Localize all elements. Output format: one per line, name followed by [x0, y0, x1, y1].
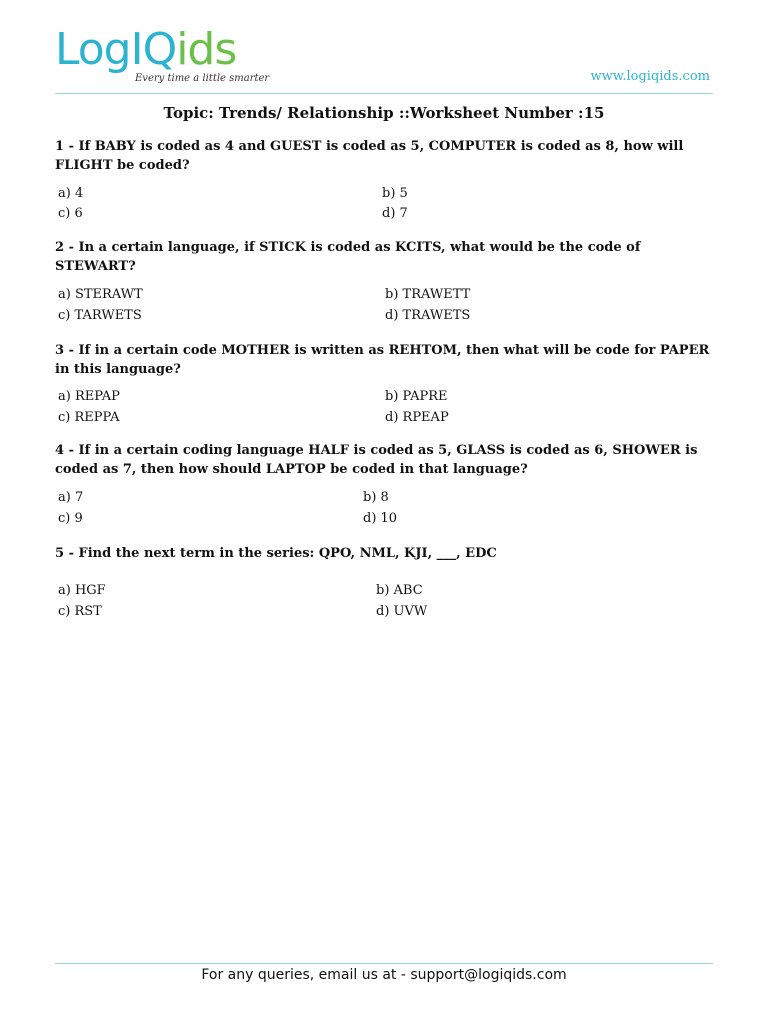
- logo-wordmark: [55, 24, 285, 75]
- q1-option-b: b) 5: [382, 186, 408, 201]
- q1-option-a: a) 4: [58, 186, 84, 201]
- q4-option-d: d) 10: [363, 511, 398, 526]
- question-2: 2 - In a certain language, if STICK is coded as KCITS, what would be the code of STEWART?: [55, 240, 641, 274]
- q2-option-b: b) TRAWETT: [385, 287, 471, 302]
- question-5: 5 - Find the next term in the series: QPO, NML, KJI, ___, EDC: [55, 546, 497, 561]
- q3-option-c: c) REPPA: [58, 410, 120, 425]
- q2-option-d: d) TRAWETS: [385, 308, 471, 323]
- q4-option-b: b) 8: [363, 490, 389, 505]
- logo-tagline: Every time a little smarter: [135, 73, 270, 84]
- q3-option-a: a) REPAP: [58, 389, 120, 404]
- q5-option-d: d) UVW: [376, 604, 428, 619]
- q1-option-d: d) 7: [382, 206, 408, 221]
- q4-option-a: a) 7: [58, 490, 84, 505]
- worksheet-title: Topic: Trends/ Relationship ::Worksheet Number :15: [163, 104, 605, 122]
- header-divider: [55, 93, 713, 94]
- footer-divider: [55, 963, 713, 964]
- website-link[interactable]: www.logiqids.com: [590, 69, 710, 84]
- q3-option-d: d) RPEAP: [385, 410, 449, 425]
- footer-contact: For any queries, email us at - support@logiqids.com: [201, 967, 567, 983]
- q2-option-c: c) TARWETS: [58, 308, 142, 323]
- q3-option-b: b) PAPRE: [385, 389, 448, 404]
- q4-option-c: c) 9: [58, 511, 83, 526]
- logo-part1: LogIQ: [55, 24, 177, 75]
- question-1: 1 - If BABY is coded as 4 and GUEST is coded as 5, COMPUTER is coded as 8, how will FLIGHT be coded?: [55, 139, 684, 173]
- q5-option-a: a) HGF: [58, 583, 106, 598]
- q2-option-a: a) STERAWT: [58, 287, 143, 302]
- question-3: 3 - If in a certain code MOTHER is written as REHTOM, then what will be code for PAPER in this language?: [55, 343, 710, 377]
- q5-option-c: c) RST: [58, 604, 102, 619]
- logiqids-logo: [55, 24, 285, 88]
- logo-part2: ids: [176, 24, 237, 75]
- q5-option-b: b) ABC: [376, 583, 423, 598]
- question-4: 4 - If in a certain coding language HALF is coded as 5, GLASS is coded as 6, SHOWER is coded as 7, then how should LAPTOP be coded in that language?: [55, 443, 698, 477]
- q1-option-c: c) 6: [58, 206, 83, 221]
